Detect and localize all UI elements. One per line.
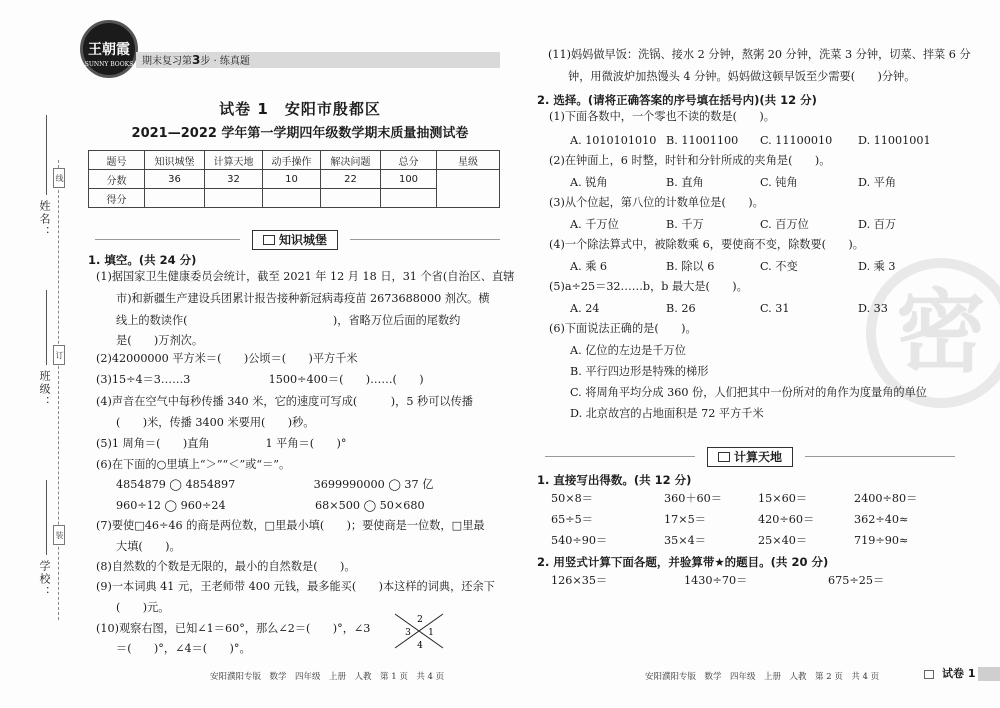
score-input-cell[interactable] <box>145 189 205 208</box>
mcq-option: C. 钝角 <box>760 176 798 189</box>
calc-item: 2400÷80＝ <box>854 492 918 505</box>
mcq-option: C. 将周角平均分成 360 份，人们把其中一份所对的角作为度量角的单位 <box>570 386 927 399</box>
question-heading: 1. 填空。(共 24 分) <box>88 253 197 267</box>
mcq-option: B. 直角 <box>666 176 704 189</box>
score-input-cell[interactable] <box>321 189 381 208</box>
question-line: ( )米，传播 3400 米要用( )秒。 <box>116 416 315 429</box>
mcq-option: C. 31 <box>760 302 790 315</box>
calc-item: 17×5＝ <box>664 513 706 526</box>
question-line: (3)15÷4＝3……3 1500÷400＝( )……( ) <box>96 373 424 386</box>
book-icon <box>263 235 275 245</box>
question-line: ( )元。 <box>116 601 170 614</box>
binding-strip <box>0 0 78 708</box>
page-footer-left: 安阳濮阳专版 数学 四年级 上册 人教 第 1 页 共 4 页 <box>210 672 445 682</box>
question-line: (7)要使□46÷46 的商是两位数，□里最小填( )；要使商是一位数，□里最 <box>96 519 485 532</box>
calc-item: 420÷60＝ <box>758 513 815 526</box>
name-label: 姓名： <box>38 200 51 239</box>
mcq-option: B. 千万 <box>666 218 704 231</box>
angle-label: 4 <box>417 641 423 651</box>
table-row <box>89 170 500 189</box>
section-divider <box>805 456 955 457</box>
mcq-option: D. 百万 <box>858 218 897 231</box>
score-input-cell[interactable] <box>381 189 437 208</box>
mcq-option: A. 千万位 <box>570 218 619 231</box>
mcq-option: D. 乘 3 <box>858 260 896 273</box>
mcq-option: A. 乘 6 <box>570 260 608 273</box>
question-line: 市)和新疆生产建设兵团累计报告接种新冠病毒疫苗 2673688000 剂次。横 <box>116 292 490 305</box>
table-row <box>89 151 500 170</box>
binding-mark: 订 <box>53 345 65 365</box>
question-heading: 2. 用竖式计算下面各题，并验算带★的题目。(共 20 分) <box>537 555 829 569</box>
question-line: 960÷12 ◯ 960÷24 68×500 ◯ 50×680 <box>116 499 425 512</box>
mcq-stem: (6)下面说法正确的是( )。 <box>549 322 697 335</box>
tab-label: 试卷 1 <box>942 667 976 680</box>
question-line: (10)观察右图，已知∠1＝60°，那么∠2＝( )°，∠3 <box>96 622 371 635</box>
logo-subtext: SUNNY BOOKS <box>84 61 134 68</box>
question-line: 钟，用微波炉加热馒头 4 分钟。妈妈做这顿早饭至少需要( )分钟。 <box>568 70 916 83</box>
exam-tab <box>918 665 1000 683</box>
section-box <box>252 230 338 250</box>
calc-item: 540÷90＝ <box>551 534 608 547</box>
banner-suffix: 步 · 练真题 <box>200 56 250 67</box>
mcq-stem: (5)a÷25＝32……b，b 最大是( )。 <box>549 280 748 293</box>
star-rating-cell[interactable] <box>437 170 500 208</box>
question-line: 4854879 ◯ 4854897 3699990000 ◯ 37 亿 <box>116 478 434 491</box>
question-line: (4)声音在空气中每秒传播 340 米，它的速度可写成( )，5 秒可以传播 <box>96 395 473 408</box>
table-cell: 100 <box>381 170 437 189</box>
table-cell: 10 <box>263 170 321 189</box>
angle-label: 2 <box>417 615 423 625</box>
table-cell: 得分 <box>89 189 145 208</box>
mcq-option: C. 11100010 <box>760 134 833 147</box>
tab-bar <box>978 667 1000 681</box>
mcq-stem: (3)从个位起，第八位的计数单位是( )。 <box>549 196 764 209</box>
calc-item: 25×40＝ <box>758 534 808 547</box>
calc-item: 65÷5＝ <box>551 513 593 526</box>
section-header-knowledge <box>240 230 350 248</box>
table-header: 总分 <box>381 151 437 170</box>
table-header: 星级 <box>437 151 500 170</box>
vertical-calc-item: 126×35＝ <box>551 574 608 587</box>
table-cell: 36 <box>145 170 205 189</box>
table-header: 题号 <box>89 151 145 170</box>
question-heading: 2. 选择。(请将正确答案的序号填在括号内)(共 12 分) <box>537 93 817 107</box>
mcq-stem: (2)在钟面上，6 时整，时针和分针所成的夹角是( )。 <box>549 154 831 167</box>
binding-mark: 线 <box>53 168 65 188</box>
mcq-option: A. 锐角 <box>570 176 608 189</box>
intersecting-lines-figure <box>393 610 445 652</box>
section-title: 知识城堡 <box>278 233 327 247</box>
question-line: (8)自然数的个数是无限的，最小的自然数是( )。 <box>96 560 356 573</box>
question-line: 是( )万剂次。 <box>116 334 204 347</box>
logo-text: 王朝霞 <box>88 42 130 58</box>
question-line: (5)1 周角＝( )直角 1 平角＝( )° <box>96 437 347 450</box>
calculator-icon <box>718 452 730 462</box>
mcq-option: C. 不变 <box>760 260 798 273</box>
table-header: 解决问题 <box>321 151 381 170</box>
question-line: (11)妈妈做早饭：洗锅、接水 2 分钟，熬粥 20 分钟，洗菜 3 分钟，切菜、拌菜 6 分 <box>548 48 971 61</box>
binding-mark: 装 <box>53 525 65 545</box>
table-cell: 32 <box>205 170 263 189</box>
mcq-stem: (1)下面各数中，一个零也不读的数是( )。 <box>549 110 775 123</box>
name-field[interactable] <box>46 115 47 195</box>
step-banner <box>136 52 500 68</box>
mcq-option: D. 北京故宫的占地面积是 72 平方千米 <box>570 407 764 420</box>
class-label: 班级： <box>38 370 51 409</box>
cut-line <box>58 160 59 620</box>
score-input-cell[interactable] <box>205 189 263 208</box>
class-field[interactable] <box>46 290 47 365</box>
table-cell: 22 <box>321 170 381 189</box>
school-label: 学校： <box>38 560 51 599</box>
mcq-stem: (4)一个除法算式中，被除数乘 6，要使商不变，除数要( )。 <box>549 238 864 251</box>
score-input-cell[interactable] <box>263 189 321 208</box>
mcq-option: B. 26 <box>666 302 696 315</box>
mcq-option: A. 24 <box>570 302 600 315</box>
mcq-option: A. 1010101010 <box>570 134 657 147</box>
grid-icon <box>924 670 934 679</box>
secret-stamp: 密 <box>866 258 1000 408</box>
section-divider <box>545 456 695 457</box>
question-line: (6)在下面的○里填上“＞”“＜”或“＝”。 <box>96 458 291 471</box>
table-header: 知识城堡 <box>145 151 205 170</box>
question-line: 线上的数读作( )，省略万位后面的尾数约 <box>116 314 461 327</box>
angle-label: 1 <box>428 628 434 638</box>
table-cell: 分数 <box>89 170 145 189</box>
vertical-calc-item: 675÷25＝ <box>828 574 885 587</box>
calc-item: 50×8＝ <box>551 492 593 505</box>
section-header-calculation <box>695 447 805 465</box>
calc-item: 15×60＝ <box>758 492 808 505</box>
score-table <box>88 150 500 208</box>
section-divider <box>95 239 240 240</box>
table-header: 动手操作 <box>263 151 321 170</box>
section-title: 计算天地 <box>733 450 782 464</box>
angle-label: 3 <box>405 628 411 638</box>
question-line: 大填( )。 <box>116 540 181 553</box>
school-field[interactable] <box>46 480 47 555</box>
page-footer-right: 安阳濮阳专版 数学 四年级 上册 人教 第 2 页 共 4 页 <box>645 672 880 682</box>
banner-prefix: 期末复习第 <box>142 56 192 67</box>
question-line: (9)一本词典 41 元，王老师带 400 元钱，最多能买( )本这样的词典，还余下 <box>96 580 495 593</box>
mcq-option: B. 11001100 <box>666 134 739 147</box>
mcq-option: D. 33 <box>858 302 888 315</box>
calc-item: 35×4＝ <box>664 534 706 547</box>
calc-item: 719÷90≈ <box>854 534 909 547</box>
mcq-option: C. 百万位 <box>760 218 809 231</box>
question-heading: 1. 直接写出得数。(共 12 分) <box>537 473 692 487</box>
mcq-option: A. 亿位的左边是千万位 <box>570 344 686 357</box>
calc-item: 360＋60＝ <box>664 492 722 505</box>
question-line: (2)42000000 平方米＝( )公顷＝( )平方千米 <box>96 352 358 365</box>
question-line: ＝( )°，∠4＝( )°。 <box>116 642 251 655</box>
section-box <box>707 447 793 467</box>
mcq-option: B. 除以 6 <box>666 260 715 273</box>
table-header: 计算天地 <box>205 151 263 170</box>
section-divider <box>350 239 500 240</box>
publisher-logo <box>80 20 138 78</box>
mcq-option: D. 11001001 <box>858 134 931 147</box>
mcq-option: D. 平角 <box>858 176 897 189</box>
exam-subtitle: 2021—2022 学年第一学期四年级数学期末质量抽测试卷 <box>131 126 469 141</box>
vertical-calc-item: 1430÷70＝ <box>684 574 748 587</box>
exam-title: 试卷 1 安阳市殷都区 <box>219 100 381 118</box>
banner-step: 3 <box>192 53 201 67</box>
mcq-option: B. 平行四边形是特殊的梯形 <box>570 365 709 378</box>
calc-item: 362÷40≈ <box>854 513 909 526</box>
question-line: (1)据国家卫生健康委员会统计，截至 2021 年 12 月 18 日，31 个省(自治区、直辖 <box>96 270 515 283</box>
